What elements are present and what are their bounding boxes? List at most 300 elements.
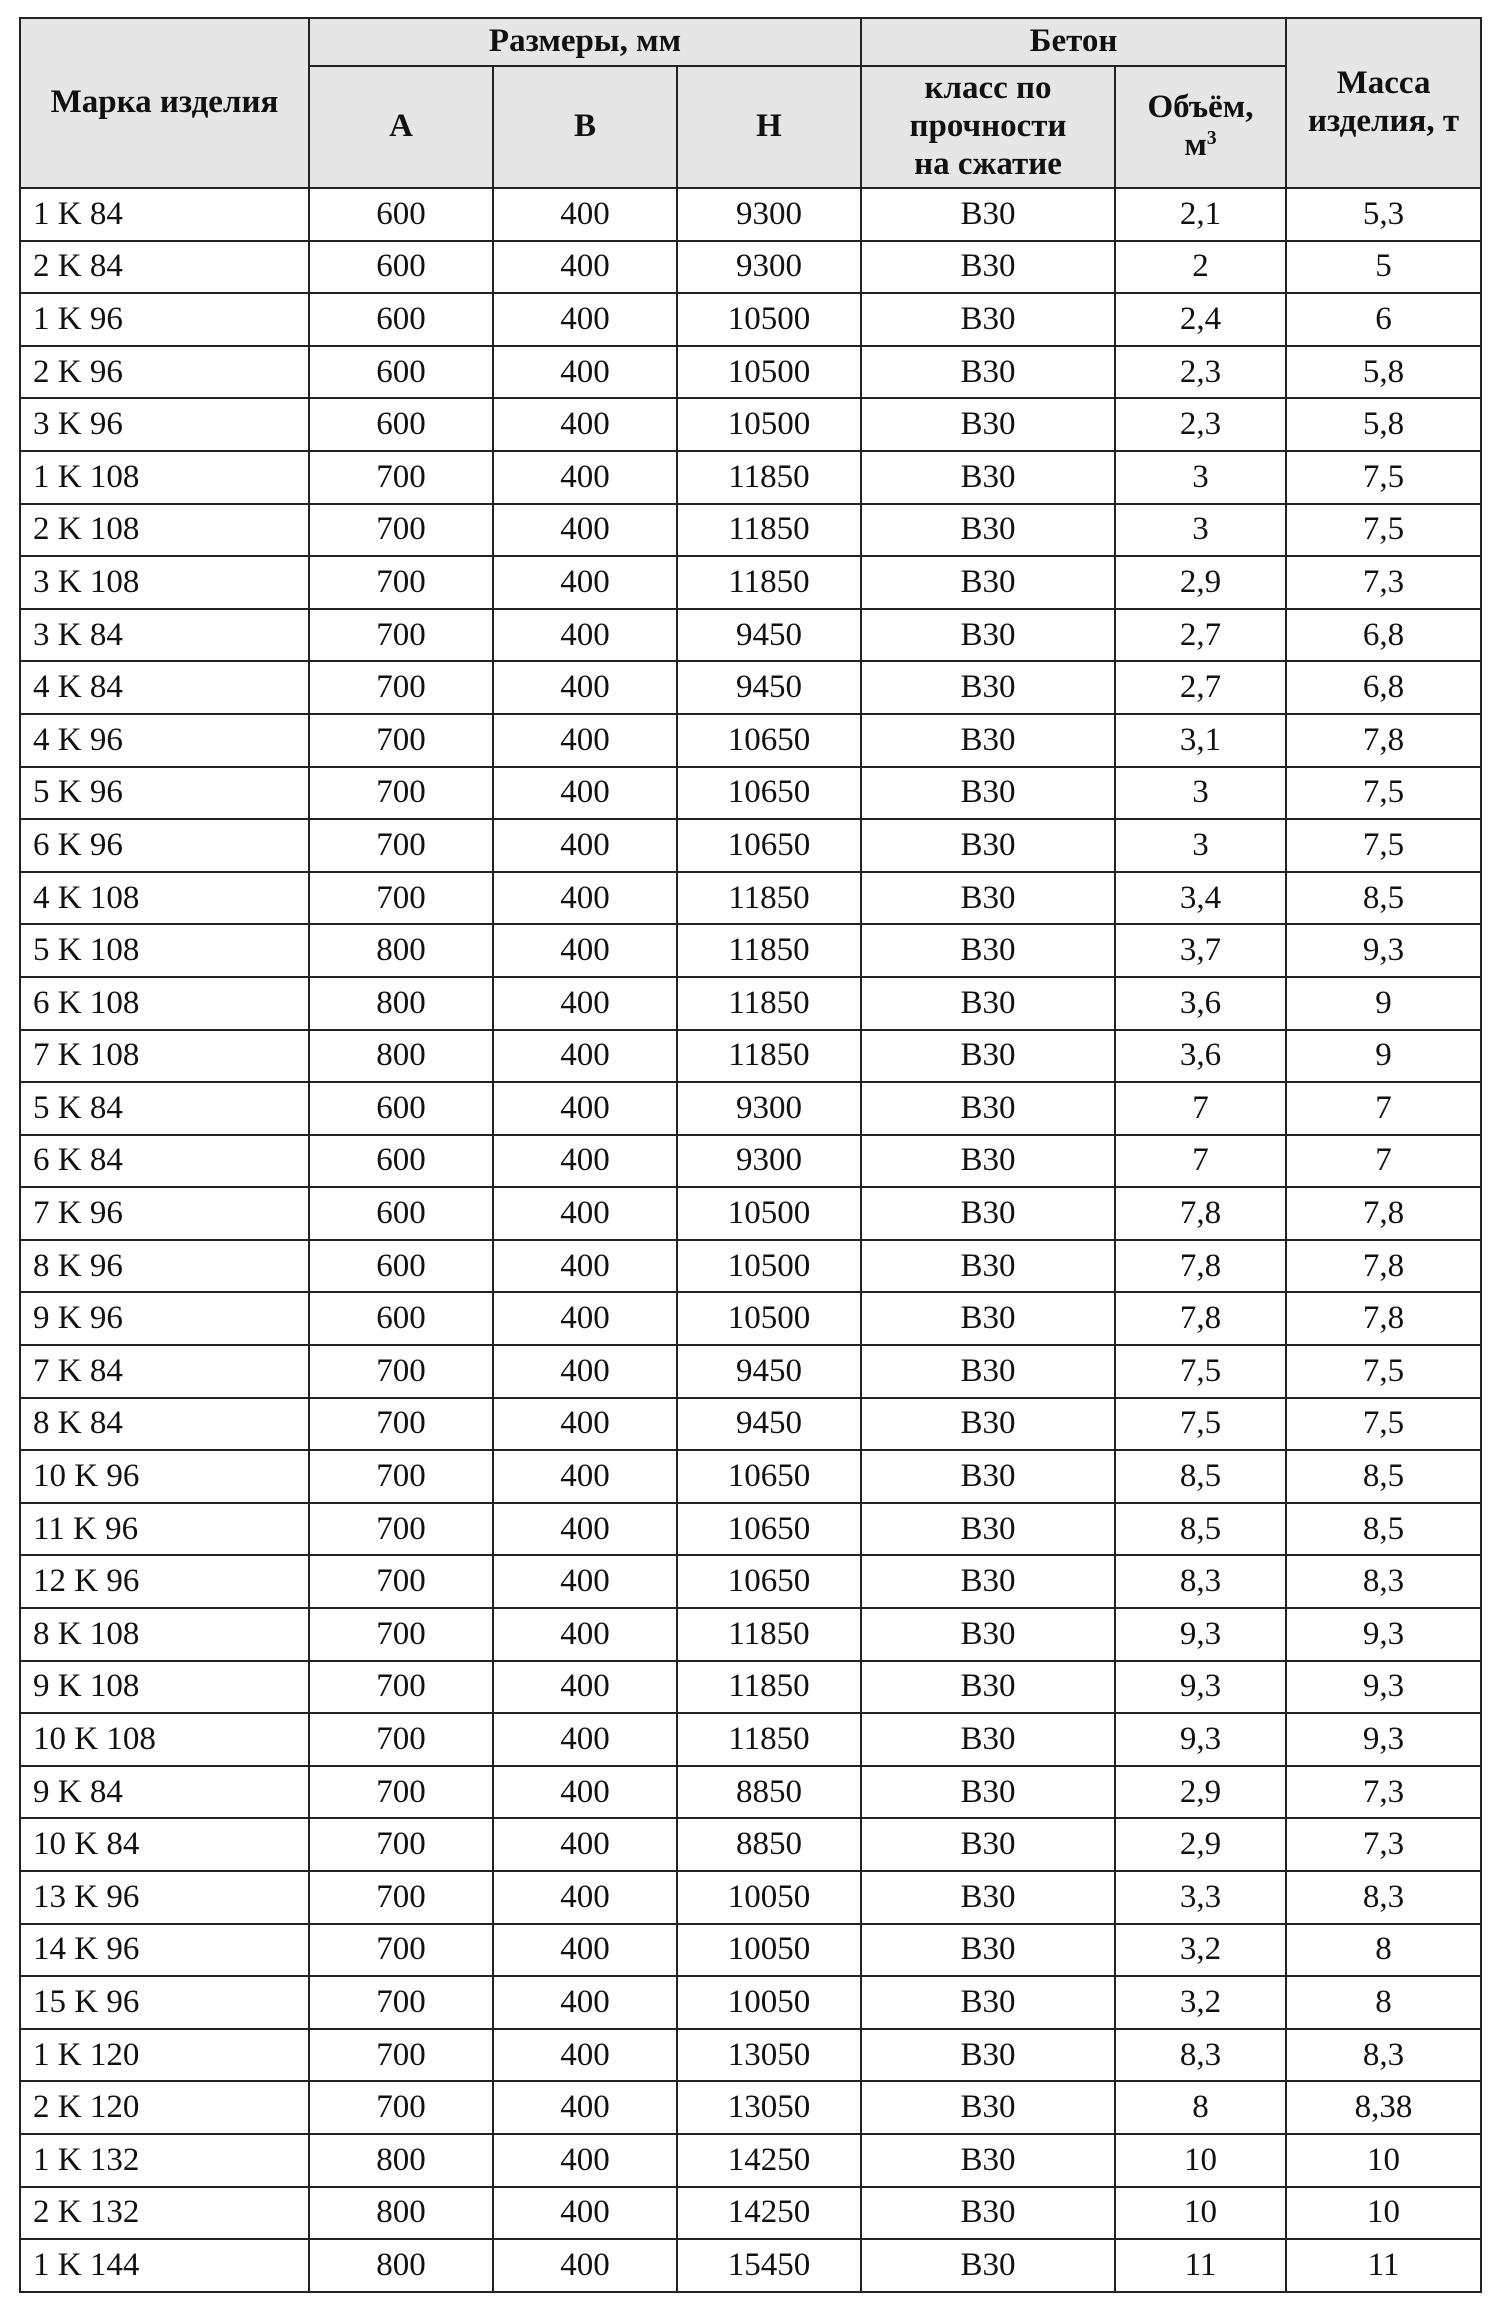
cell-a: 600 — [309, 1240, 493, 1293]
cell-volume: 2,7 — [1115, 661, 1286, 714]
table-row — [20, 346, 1481, 399]
table-row — [20, 2187, 1481, 2240]
cell-mark: 1 K 108 — [20, 451, 309, 504]
cell-mark: 6 K 108 — [20, 977, 309, 1030]
table-row — [20, 556, 1481, 609]
cell-b: 400 — [493, 1450, 677, 1503]
cell-mark: 7 K 96 — [20, 1187, 309, 1240]
cell-h: 11850 — [677, 1661, 861, 1714]
cell-a: 800 — [309, 924, 493, 977]
cell-volume: 7,8 — [1115, 1187, 1286, 1240]
cell-volume: 8 — [1115, 2081, 1286, 2134]
table-row — [20, 2134, 1481, 2187]
table-row — [20, 1398, 1481, 1451]
cell-strength-class: B30 — [861, 1187, 1115, 1240]
cell-volume: 2,4 — [1115, 293, 1286, 346]
cell-mass: 8,38 — [1286, 2081, 1481, 2134]
cell-a: 600 — [309, 1187, 493, 1240]
cell-mark: 2 K 96 — [20, 346, 309, 399]
table-row — [20, 2239, 1481, 2292]
cell-mass: 8,3 — [1286, 2029, 1481, 2082]
cell-mark: 10 K 84 — [20, 1818, 309, 1871]
header-mark: Марка изделия — [20, 18, 309, 188]
cell-mark: 12 K 96 — [20, 1555, 309, 1608]
cell-h: 10650 — [677, 1450, 861, 1503]
cell-mass: 7,5 — [1286, 451, 1481, 504]
cell-volume: 8,5 — [1115, 1503, 1286, 1556]
cell-mass: 10 — [1286, 2134, 1481, 2187]
cell-b: 400 — [493, 609, 677, 662]
cell-a: 700 — [309, 1976, 493, 2029]
cell-b: 400 — [493, 504, 677, 557]
cell-h: 11850 — [677, 504, 861, 557]
cell-strength-class: B30 — [861, 1398, 1115, 1451]
cell-mass: 8 — [1286, 1924, 1481, 1977]
cell-strength-class: B30 — [861, 1661, 1115, 1714]
cell-mark: 14 K 96 — [20, 1924, 309, 1977]
cell-strength-class: B30 — [861, 872, 1115, 925]
cell-strength-class: B30 — [861, 819, 1115, 872]
cell-volume: 3 — [1115, 767, 1286, 820]
cell-a: 700 — [309, 714, 493, 767]
cell-a: 700 — [309, 451, 493, 504]
cell-b: 400 — [493, 1608, 677, 1661]
cell-b: 400 — [493, 1345, 677, 1398]
cell-a: 600 — [309, 1135, 493, 1188]
cell-strength-class: B30 — [861, 293, 1115, 346]
cell-a: 700 — [309, 504, 493, 557]
cell-h: 10650 — [677, 714, 861, 767]
cell-h: 9450 — [677, 661, 861, 714]
cell-b: 400 — [493, 714, 677, 767]
cell-h: 10050 — [677, 1976, 861, 2029]
cell-a: 600 — [309, 346, 493, 399]
cell-mark: 5 K 108 — [20, 924, 309, 977]
cell-h: 10650 — [677, 819, 861, 872]
cell-mass: 9,3 — [1286, 1608, 1481, 1661]
cell-h: 14250 — [677, 2134, 861, 2187]
cell-mark: 9 K 96 — [20, 1292, 309, 1345]
cell-volume: 7,8 — [1115, 1292, 1286, 1345]
cell-mass: 7,8 — [1286, 1292, 1481, 1345]
cell-volume: 7,5 — [1115, 1345, 1286, 1398]
cell-a: 700 — [309, 1713, 493, 1766]
cell-volume: 3,6 — [1115, 977, 1286, 1030]
cell-a: 700 — [309, 1871, 493, 1924]
cell-b: 400 — [493, 1135, 677, 1188]
cell-mark: 10 K 108 — [20, 1713, 309, 1766]
cell-mark: 6 K 84 — [20, 1135, 309, 1188]
cell-b: 400 — [493, 1082, 677, 1135]
cell-h: 8850 — [677, 1766, 861, 1819]
cell-mass: 7,5 — [1286, 1345, 1481, 1398]
cell-mark: 4 K 108 — [20, 872, 309, 925]
cell-mark: 2 K 120 — [20, 2081, 309, 2134]
cell-a: 600 — [309, 398, 493, 451]
cell-a: 600 — [309, 188, 493, 241]
cell-volume: 2,1 — [1115, 188, 1286, 241]
cell-volume: 7 — [1115, 1135, 1286, 1188]
cell-strength-class: B30 — [861, 451, 1115, 504]
cell-h: 10050 — [677, 1871, 861, 1924]
cell-h: 9300 — [677, 1082, 861, 1135]
cell-h: 11850 — [677, 1713, 861, 1766]
cell-mass: 7,5 — [1286, 1398, 1481, 1451]
cell-mark: 5 K 96 — [20, 767, 309, 820]
table-row — [20, 1450, 1481, 1503]
cell-b: 400 — [493, 2134, 677, 2187]
cell-volume: 3,6 — [1115, 1030, 1286, 1083]
cell-volume: 7 — [1115, 1082, 1286, 1135]
table-row — [20, 451, 1481, 504]
cell-strength-class: B30 — [861, 1345, 1115, 1398]
cell-h: 8850 — [677, 1818, 861, 1871]
cell-volume: 9,3 — [1115, 1608, 1286, 1661]
cell-mass: 6 — [1286, 293, 1481, 346]
cell-mark: 1 K 144 — [20, 2239, 309, 2292]
cell-mass: 9 — [1286, 977, 1481, 1030]
cell-b: 400 — [493, 977, 677, 1030]
cell-mass: 8 — [1286, 1976, 1481, 2029]
cell-b: 400 — [493, 293, 677, 346]
cell-volume: 7,8 — [1115, 1240, 1286, 1293]
cell-b: 400 — [493, 872, 677, 925]
cell-mark: 15 K 96 — [20, 1976, 309, 2029]
table-row — [20, 1503, 1481, 1556]
cell-mass: 9,3 — [1286, 1661, 1481, 1714]
cell-a: 800 — [309, 2239, 493, 2292]
table-row — [20, 1924, 1481, 1977]
cell-a: 700 — [309, 556, 493, 609]
header-row-top — [20, 18, 1481, 66]
table-row — [20, 2029, 1481, 2082]
cell-volume: 3 — [1115, 819, 1286, 872]
cell-mark: 1 K 120 — [20, 2029, 309, 2082]
cell-volume: 2 — [1115, 241, 1286, 294]
header-b: B — [493, 66, 677, 188]
cell-mark: 3 K 84 — [20, 609, 309, 662]
cell-b: 400 — [493, 924, 677, 977]
cell-mark: 7 K 108 — [20, 1030, 309, 1083]
cell-b: 400 — [493, 188, 677, 241]
table-row — [20, 1661, 1481, 1714]
header-h: H — [677, 66, 861, 188]
cell-strength-class: B30 — [861, 1240, 1115, 1293]
cell-h: 13050 — [677, 2081, 861, 2134]
cell-h: 9450 — [677, 1345, 861, 1398]
cell-a: 700 — [309, 1766, 493, 1819]
cell-b: 400 — [493, 1030, 677, 1083]
table-row — [20, 504, 1481, 557]
cell-mass: 7,3 — [1286, 1766, 1481, 1819]
header-strength-class: класс по прочности на сжатие — [861, 66, 1115, 188]
cell-h: 11850 — [677, 451, 861, 504]
header-concrete-group: Бетон — [861, 18, 1286, 66]
cell-h: 11850 — [677, 556, 861, 609]
table-row — [20, 977, 1481, 1030]
cell-mark: 2 K 108 — [20, 504, 309, 557]
header-volume — [1115, 66, 1286, 188]
cell-strength-class: B30 — [861, 1030, 1115, 1083]
cell-mark: 7 K 84 — [20, 1345, 309, 1398]
cell-a: 700 — [309, 819, 493, 872]
cell-mass: 11 — [1286, 2239, 1481, 2292]
cell-a: 700 — [309, 872, 493, 925]
cell-b: 400 — [493, 2081, 677, 2134]
table-row — [20, 241, 1481, 294]
cell-h: 11850 — [677, 1030, 861, 1083]
table-row — [20, 819, 1481, 872]
cell-b: 400 — [493, 1240, 677, 1293]
cell-mass: 7 — [1286, 1135, 1481, 1188]
cell-b: 400 — [493, 556, 677, 609]
cell-h: 9450 — [677, 1398, 861, 1451]
cell-volume: 3,2 — [1115, 1976, 1286, 2029]
cell-mass: 7,5 — [1286, 767, 1481, 820]
cell-mass: 9 — [1286, 1030, 1481, 1083]
cell-b: 400 — [493, 661, 677, 714]
cell-mass: 9,3 — [1286, 924, 1481, 977]
cell-a: 700 — [309, 1924, 493, 1977]
cell-h: 14250 — [677, 2187, 861, 2240]
cell-mass: 8,5 — [1286, 1450, 1481, 1503]
cell-strength-class: B30 — [861, 1555, 1115, 1608]
table-row — [20, 1818, 1481, 1871]
cell-mark: 11 K 96 — [20, 1503, 309, 1556]
cell-a: 800 — [309, 1030, 493, 1083]
cell-mass: 7,8 — [1286, 1187, 1481, 1240]
cell-mark: 1 K 84 — [20, 188, 309, 241]
cell-a: 700 — [309, 1661, 493, 1714]
cell-h: 13050 — [677, 2029, 861, 2082]
table-row — [20, 1345, 1481, 1398]
cell-mass: 7,8 — [1286, 1240, 1481, 1293]
cell-volume: 8,3 — [1115, 2029, 1286, 2082]
cell-a: 700 — [309, 1608, 493, 1661]
cell-mark: 6 K 96 — [20, 819, 309, 872]
cell-b: 400 — [493, 819, 677, 872]
cell-a: 700 — [309, 1818, 493, 1871]
cell-h: 11850 — [677, 872, 861, 925]
cell-strength-class: B30 — [861, 2029, 1115, 2082]
cell-mass: 7 — [1286, 1082, 1481, 1135]
cell-volume: 11 — [1115, 2239, 1286, 2292]
cell-volume: 9,3 — [1115, 1661, 1286, 1714]
cell-mark: 9 K 108 — [20, 1661, 309, 1714]
cell-h: 10650 — [677, 767, 861, 820]
cell-volume: 2,9 — [1115, 556, 1286, 609]
table-row — [20, 1766, 1481, 1819]
cell-b: 400 — [493, 2239, 677, 2292]
cell-mark: 2 K 84 — [20, 241, 309, 294]
cell-a: 800 — [309, 977, 493, 1030]
cell-a: 700 — [309, 1345, 493, 1398]
cell-a: 600 — [309, 293, 493, 346]
table-row — [20, 767, 1481, 820]
cell-mass: 7,3 — [1286, 1818, 1481, 1871]
cell-mass: 8,3 — [1286, 1555, 1481, 1608]
table-row — [20, 1030, 1481, 1083]
cell-strength-class: B30 — [861, 1450, 1115, 1503]
cell-mark: 8 K 108 — [20, 1608, 309, 1661]
cell-h: 9300 — [677, 241, 861, 294]
cell-strength-class: B30 — [861, 1976, 1115, 2029]
cell-mark: 8 K 96 — [20, 1240, 309, 1293]
cell-strength-class: B30 — [861, 398, 1115, 451]
cell-strength-class: B30 — [861, 556, 1115, 609]
cell-mass: 5,8 — [1286, 398, 1481, 451]
cell-mass: 7,8 — [1286, 714, 1481, 767]
cell-volume: 3,2 — [1115, 1924, 1286, 1977]
cell-mass: 6,8 — [1286, 609, 1481, 662]
cell-b: 400 — [493, 1871, 677, 1924]
cell-volume: 3,1 — [1115, 714, 1286, 767]
table-row — [20, 1976, 1481, 2029]
cell-h: 10050 — [677, 1924, 861, 1977]
cell-a: 800 — [309, 2187, 493, 2240]
cell-h: 9450 — [677, 609, 861, 662]
cell-h: 10500 — [677, 1240, 861, 1293]
cell-volume: 2,3 — [1115, 346, 1286, 399]
header-a: A — [309, 66, 493, 188]
cell-mass: 7,3 — [1286, 556, 1481, 609]
product-spec-table — [19, 17, 1482, 2293]
cell-b: 400 — [493, 346, 677, 399]
cell-b: 400 — [493, 1924, 677, 1977]
cell-volume: 9,3 — [1115, 1713, 1286, 1766]
table-row — [20, 1292, 1481, 1345]
cell-b: 400 — [493, 2029, 677, 2082]
cell-strength-class: B30 — [861, 1766, 1115, 1819]
cell-strength-class: B30 — [861, 241, 1115, 294]
cell-b: 400 — [493, 1292, 677, 1345]
table-row — [20, 1713, 1481, 1766]
cell-a: 700 — [309, 1555, 493, 1608]
cell-mark: 4 K 84 — [20, 661, 309, 714]
cell-volume: 2,9 — [1115, 1818, 1286, 1871]
cell-h: 10500 — [677, 1292, 861, 1345]
cell-volume: 3 — [1115, 451, 1286, 504]
cell-a: 700 — [309, 1398, 493, 1451]
cell-mass: 7,5 — [1286, 819, 1481, 872]
cell-b: 400 — [493, 1976, 677, 2029]
cell-volume: 8,5 — [1115, 1450, 1286, 1503]
cell-a: 600 — [309, 1292, 493, 1345]
cell-b: 400 — [493, 451, 677, 504]
cell-b: 400 — [493, 398, 677, 451]
cell-h: 11850 — [677, 1608, 861, 1661]
cell-mass: 9,3 — [1286, 1713, 1481, 1766]
cell-a: 700 — [309, 1450, 493, 1503]
cell-mark: 4 K 96 — [20, 714, 309, 767]
cell-strength-class: B30 — [861, 1135, 1115, 1188]
cell-b: 400 — [493, 1661, 677, 1714]
cell-strength-class: B30 — [861, 2134, 1115, 2187]
cell-strength-class: B30 — [861, 767, 1115, 820]
cell-b: 400 — [493, 1713, 677, 1766]
cell-b: 400 — [493, 1398, 677, 1451]
table-row — [20, 1871, 1481, 1924]
cell-mark: 3 K 108 — [20, 556, 309, 609]
table-row — [20, 188, 1481, 241]
table-row — [20, 1187, 1481, 1240]
cell-mass: 6,8 — [1286, 661, 1481, 714]
cell-volume: 2,7 — [1115, 609, 1286, 662]
cell-a: 600 — [309, 1082, 493, 1135]
table-row — [20, 872, 1481, 925]
cell-strength-class: B30 — [861, 661, 1115, 714]
cell-strength-class: B30 — [861, 346, 1115, 399]
cell-strength-class: B30 — [861, 609, 1115, 662]
table-row — [20, 1082, 1481, 1135]
cell-a: 700 — [309, 661, 493, 714]
header-volume-superscript: 3 — [1206, 127, 1217, 150]
cell-mark: 2 K 132 — [20, 2187, 309, 2240]
cell-strength-class: B30 — [861, 924, 1115, 977]
table-row — [20, 1135, 1481, 1188]
cell-mass: 8,5 — [1286, 872, 1481, 925]
table-row — [20, 714, 1481, 767]
cell-a: 700 — [309, 2029, 493, 2082]
cell-strength-class: B30 — [861, 2187, 1115, 2240]
cell-volume: 10 — [1115, 2134, 1286, 2187]
cell-h: 11850 — [677, 924, 861, 977]
cell-a: 700 — [309, 767, 493, 820]
cell-volume: 2,3 — [1115, 398, 1286, 451]
cell-mark: 9 K 84 — [20, 1766, 309, 1819]
cell-b: 400 — [493, 1555, 677, 1608]
table-row — [20, 398, 1481, 451]
cell-strength-class: B30 — [861, 1818, 1115, 1871]
cell-h: 10500 — [677, 293, 861, 346]
cell-a: 700 — [309, 609, 493, 662]
cell-strength-class: B30 — [861, 504, 1115, 557]
cell-mass: 5,8 — [1286, 346, 1481, 399]
cell-strength-class: B30 — [861, 1082, 1115, 1135]
cell-b: 400 — [493, 2187, 677, 2240]
cell-h: 10650 — [677, 1503, 861, 1556]
cell-volume: 3 — [1115, 504, 1286, 557]
cell-mass: 5,3 — [1286, 188, 1481, 241]
cell-strength-class: B30 — [861, 977, 1115, 1030]
cell-volume: 3,3 — [1115, 1871, 1286, 1924]
cell-a: 700 — [309, 2081, 493, 2134]
cell-strength-class: B30 — [861, 2081, 1115, 2134]
cell-mark: 1 K 132 — [20, 2134, 309, 2187]
cell-strength-class: B30 — [861, 1871, 1115, 1924]
cell-b: 400 — [493, 1503, 677, 1556]
cell-volume: 7,5 — [1115, 1398, 1286, 1451]
cell-mass: 8,5 — [1286, 1503, 1481, 1556]
cell-mark: 1 K 96 — [20, 293, 309, 346]
cell-h: 10650 — [677, 1555, 861, 1608]
cell-h: 9300 — [677, 1135, 861, 1188]
table-row — [20, 924, 1481, 977]
table-row — [20, 2081, 1481, 2134]
cell-strength-class: B30 — [861, 714, 1115, 767]
cell-a: 600 — [309, 241, 493, 294]
table-body — [20, 188, 1481, 2292]
cell-volume: 3,7 — [1115, 924, 1286, 977]
cell-h: 11850 — [677, 977, 861, 1030]
cell-mass: 10 — [1286, 2187, 1481, 2240]
cell-strength-class: B30 — [861, 1608, 1115, 1661]
table-row — [20, 1608, 1481, 1661]
table-row — [20, 1240, 1481, 1293]
cell-h: 10500 — [677, 346, 861, 399]
cell-strength-class: B30 — [861, 2239, 1115, 2292]
cell-h: 10500 — [677, 1187, 861, 1240]
